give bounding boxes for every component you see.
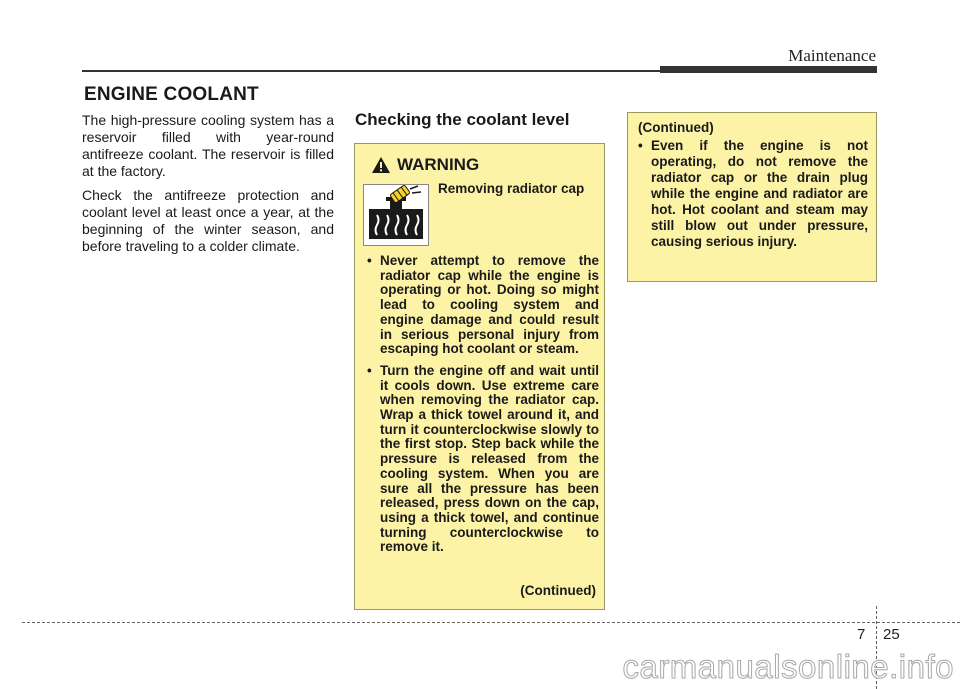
footer-rule	[22, 622, 960, 623]
continued-label: (Continued)	[520, 583, 596, 598]
warning-bullet: • Turn the engine off and wait until it cools down. Use extreme care when removing the radiator cap. Wrap a thick towel around it, and turn it counterclockwise slowly to the first stop. Step back while the pressure is released from the cooling system. When you are sure all the pressure has been released, press down on the cap, using a thick towel, and continue turning counterclockwise to remove it.	[365, 364, 599, 555]
intro-paragraph-1: The high-pressure cooling system has a reservoir filled with year-round antifreeze coolant. The reservoir is filled at the factory.	[82, 112, 334, 179]
page-number: 25	[883, 626, 900, 643]
warning-triangle-icon	[371, 156, 391, 174]
warning-bullet-list	[365, 254, 599, 562]
header-rule-thick	[660, 66, 877, 73]
continued-bullet-list	[636, 138, 868, 250]
watermark: carmanualsonline.info	[622, 648, 954, 685]
continued-warning-box	[627, 112, 877, 282]
icon-caption: Removing radiator cap	[438, 181, 585, 196]
intro-paragraph-2: Check the antifreeze protection and coolant level at least once a year, at the beginning of the winter season, and before traveling to a colder climate.	[82, 187, 334, 254]
chapter-number: 7	[857, 626, 866, 643]
warning-title	[371, 155, 479, 175]
radiator-icon-box	[363, 184, 429, 246]
radiator-hot-steam-icon	[364, 185, 428, 245]
page-heading: ENGINE COOLANT	[84, 84, 259, 105]
continued-bullet: • Even if the engine is not operating, do not remove the radiator cap or the drain plug while the engine and radiator are hot. Hot coolant and steam may still blow out under pressure, causing serious injury.	[636, 138, 868, 250]
header-rule-thin	[82, 70, 662, 72]
continued-heading: (Continued)	[638, 120, 714, 135]
subheading: Checking the coolant level	[355, 110, 570, 129]
intro-text	[82, 112, 334, 262]
warning-title-text: WARNING	[397, 155, 480, 174]
section-label: Maintenance	[788, 46, 876, 65]
warning-bullet: • Never attempt to remove the radiator cap while the engine is operating or hot. Doing so might lead to cooling system and engine damage and could result in serious personal injury from escaping hot coolant or steam.	[365, 254, 599, 357]
warning-box	[354, 143, 605, 610]
